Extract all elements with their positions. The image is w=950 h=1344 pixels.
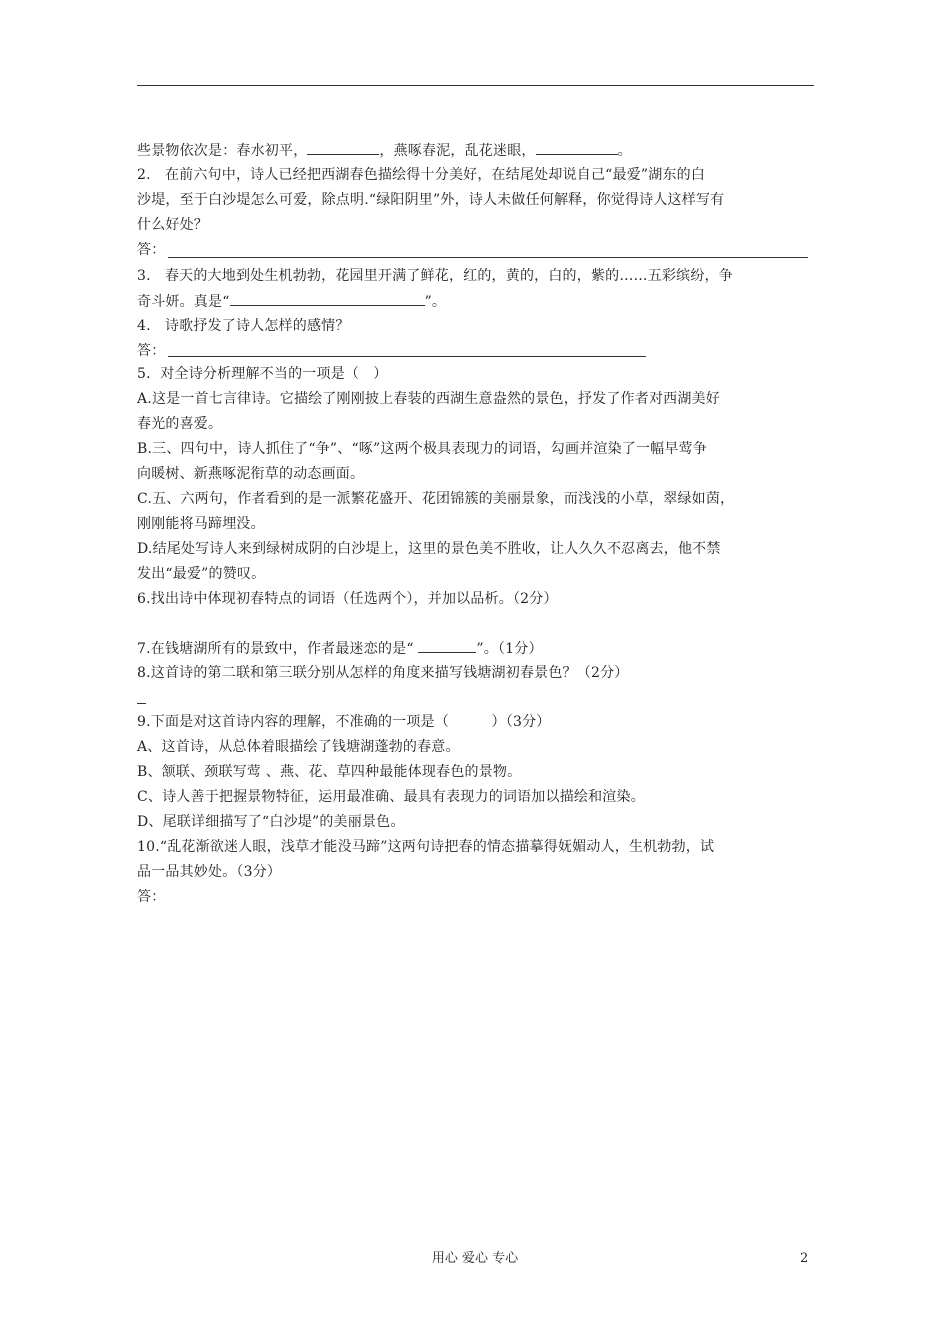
question-10-answer-label: 答： <box>137 889 166 905</box>
question-5-option-c-2: 刚刚能将马蹄埋没。 <box>137 516 265 532</box>
question-7-stem <box>137 638 817 659</box>
question-2-line-1: 2. 在前六句中，诗人已经把西湖春色描绘得十分美好，在结尾处却说自己“最爱”湖东的白 <box>137 167 706 183</box>
footer-motto: 用心 爱心 专心 <box>431 1251 519 1266</box>
question-3-line-2 <box>137 291 817 312</box>
question-5-option-a-1: A.这是一首七言律诗。它描绘了刚刚披上春装的西湖生意盎然的景色，抒发了作者对西湖美好 <box>137 391 720 407</box>
question-2-answer-label: 答： <box>137 242 166 258</box>
question-10-line-1: 10.“乱花渐欲迷人眼，浅草才能没马蹄”这两句诗把春的情态描摹得妩媚动人，生机勃勃，试 <box>137 839 715 855</box>
q3-text-b: ”。 <box>424 294 447 310</box>
question-3-line-1: 3. 春天的大地到处生机勃勃，花园里开满了鲜花，红的，黄的，白的，紫的……五彩缤纷，争 <box>137 268 733 284</box>
q1-text-c: 。 <box>617 143 632 159</box>
question-9-option-d: D、尾联详细描写了“白沙堤”的美丽景色。 <box>137 814 405 830</box>
question-9-option-a: A、这首诗，从总体着眼描绘了钱塘湖蓬勃的春意。 <box>137 739 460 755</box>
question-2-line-2: 沙堤，至于白沙堤怎么可爱，除点明.“绿阳阴里”外，诗人未做任何解释，你觉得诗人这样写有 <box>137 192 725 208</box>
question-9-option-b: B、颔联、颈联写莺 、燕、花、草四种最能体现春色的景物。 <box>137 764 522 780</box>
question-5-option-a-2: 春光的喜爱。 <box>137 416 223 432</box>
q7-text-a: 7.在钱塘湖所有的景致中，作者最迷恋的是“ <box>137 641 419 657</box>
question-2-answer-line[interactable] <box>168 257 808 258</box>
question-6-stem: 6.找出诗中体现初春特点的词语（任选两个），并加以品析。（2分） <box>137 591 558 607</box>
question-5-option-c-1: C.五、六两句，作者看到的是一派繁花盛开、花团锦簇的美丽景象，而浅浅的小草，翠绿如茵， <box>137 491 735 507</box>
question-1-continuation <box>137 140 817 161</box>
question-4-answer-line[interactable] <box>168 356 646 357</box>
question-2-line-3: 什么好处？ <box>137 217 208 233</box>
question-4-stem: 4. 诗歌抒发了诗人怎样的感情？ <box>137 318 350 334</box>
q3-blank[interactable] <box>230 291 425 306</box>
question-4-answer-label: 答： <box>137 343 166 359</box>
question-9-option-c: C、诗人善于把握景物特征，运用最准确、最具有表现力的词语加以描绘和渲染。 <box>137 789 645 805</box>
question-9-stem: 9.下面是对这首诗内容的理解，不准确的一项是（ ）（3分） <box>137 714 551 730</box>
question-5-stem: 5．对全诗分析理解不当的一项是（ ） <box>137 366 388 382</box>
question-5-option-b-1: B.三、四句中，诗人抓住了“争”、“啄”这两个极具表现力的词语，勾画并渲染了一幅早莺争 <box>137 441 707 457</box>
question-8-stem: 8.这首诗的第二联和第三联分别从怎样的角度来描写钱塘湖初春景色？（2分） <box>137 665 629 681</box>
question-5-option-d-2: 发出“最爱”的赞叹。 <box>137 566 266 582</box>
q7-blank[interactable] <box>418 638 476 653</box>
q1-blank-1[interactable] <box>307 140 379 155</box>
q3-text-a: 奇斗妍。真是“ <box>137 294 230 310</box>
question-10-line-2: 品一品其妙处。（3分） <box>137 864 282 880</box>
header-rule <box>137 85 814 86</box>
question-5-option-b-2: 向暖树、新燕啄泥衔草的动态画面。 <box>137 466 365 482</box>
question-5-option-d-1: D.结尾处写诗人来到绿树成阴的白沙堤上，这里的景色美不胜收，让人久久不忍离去，他不禁 <box>137 541 721 557</box>
page-number: 2 <box>800 1251 809 1266</box>
question-8-answer-mark[interactable] <box>137 703 146 704</box>
q1-text-b: ，燕啄春泥，乱花迷眼， <box>379 143 536 159</box>
q1-blank-2[interactable] <box>536 140 618 155</box>
q1-text-a: 些景物依次是：春水初平， <box>137 143 308 159</box>
q7-text-b: ”。（1分） <box>476 641 543 657</box>
